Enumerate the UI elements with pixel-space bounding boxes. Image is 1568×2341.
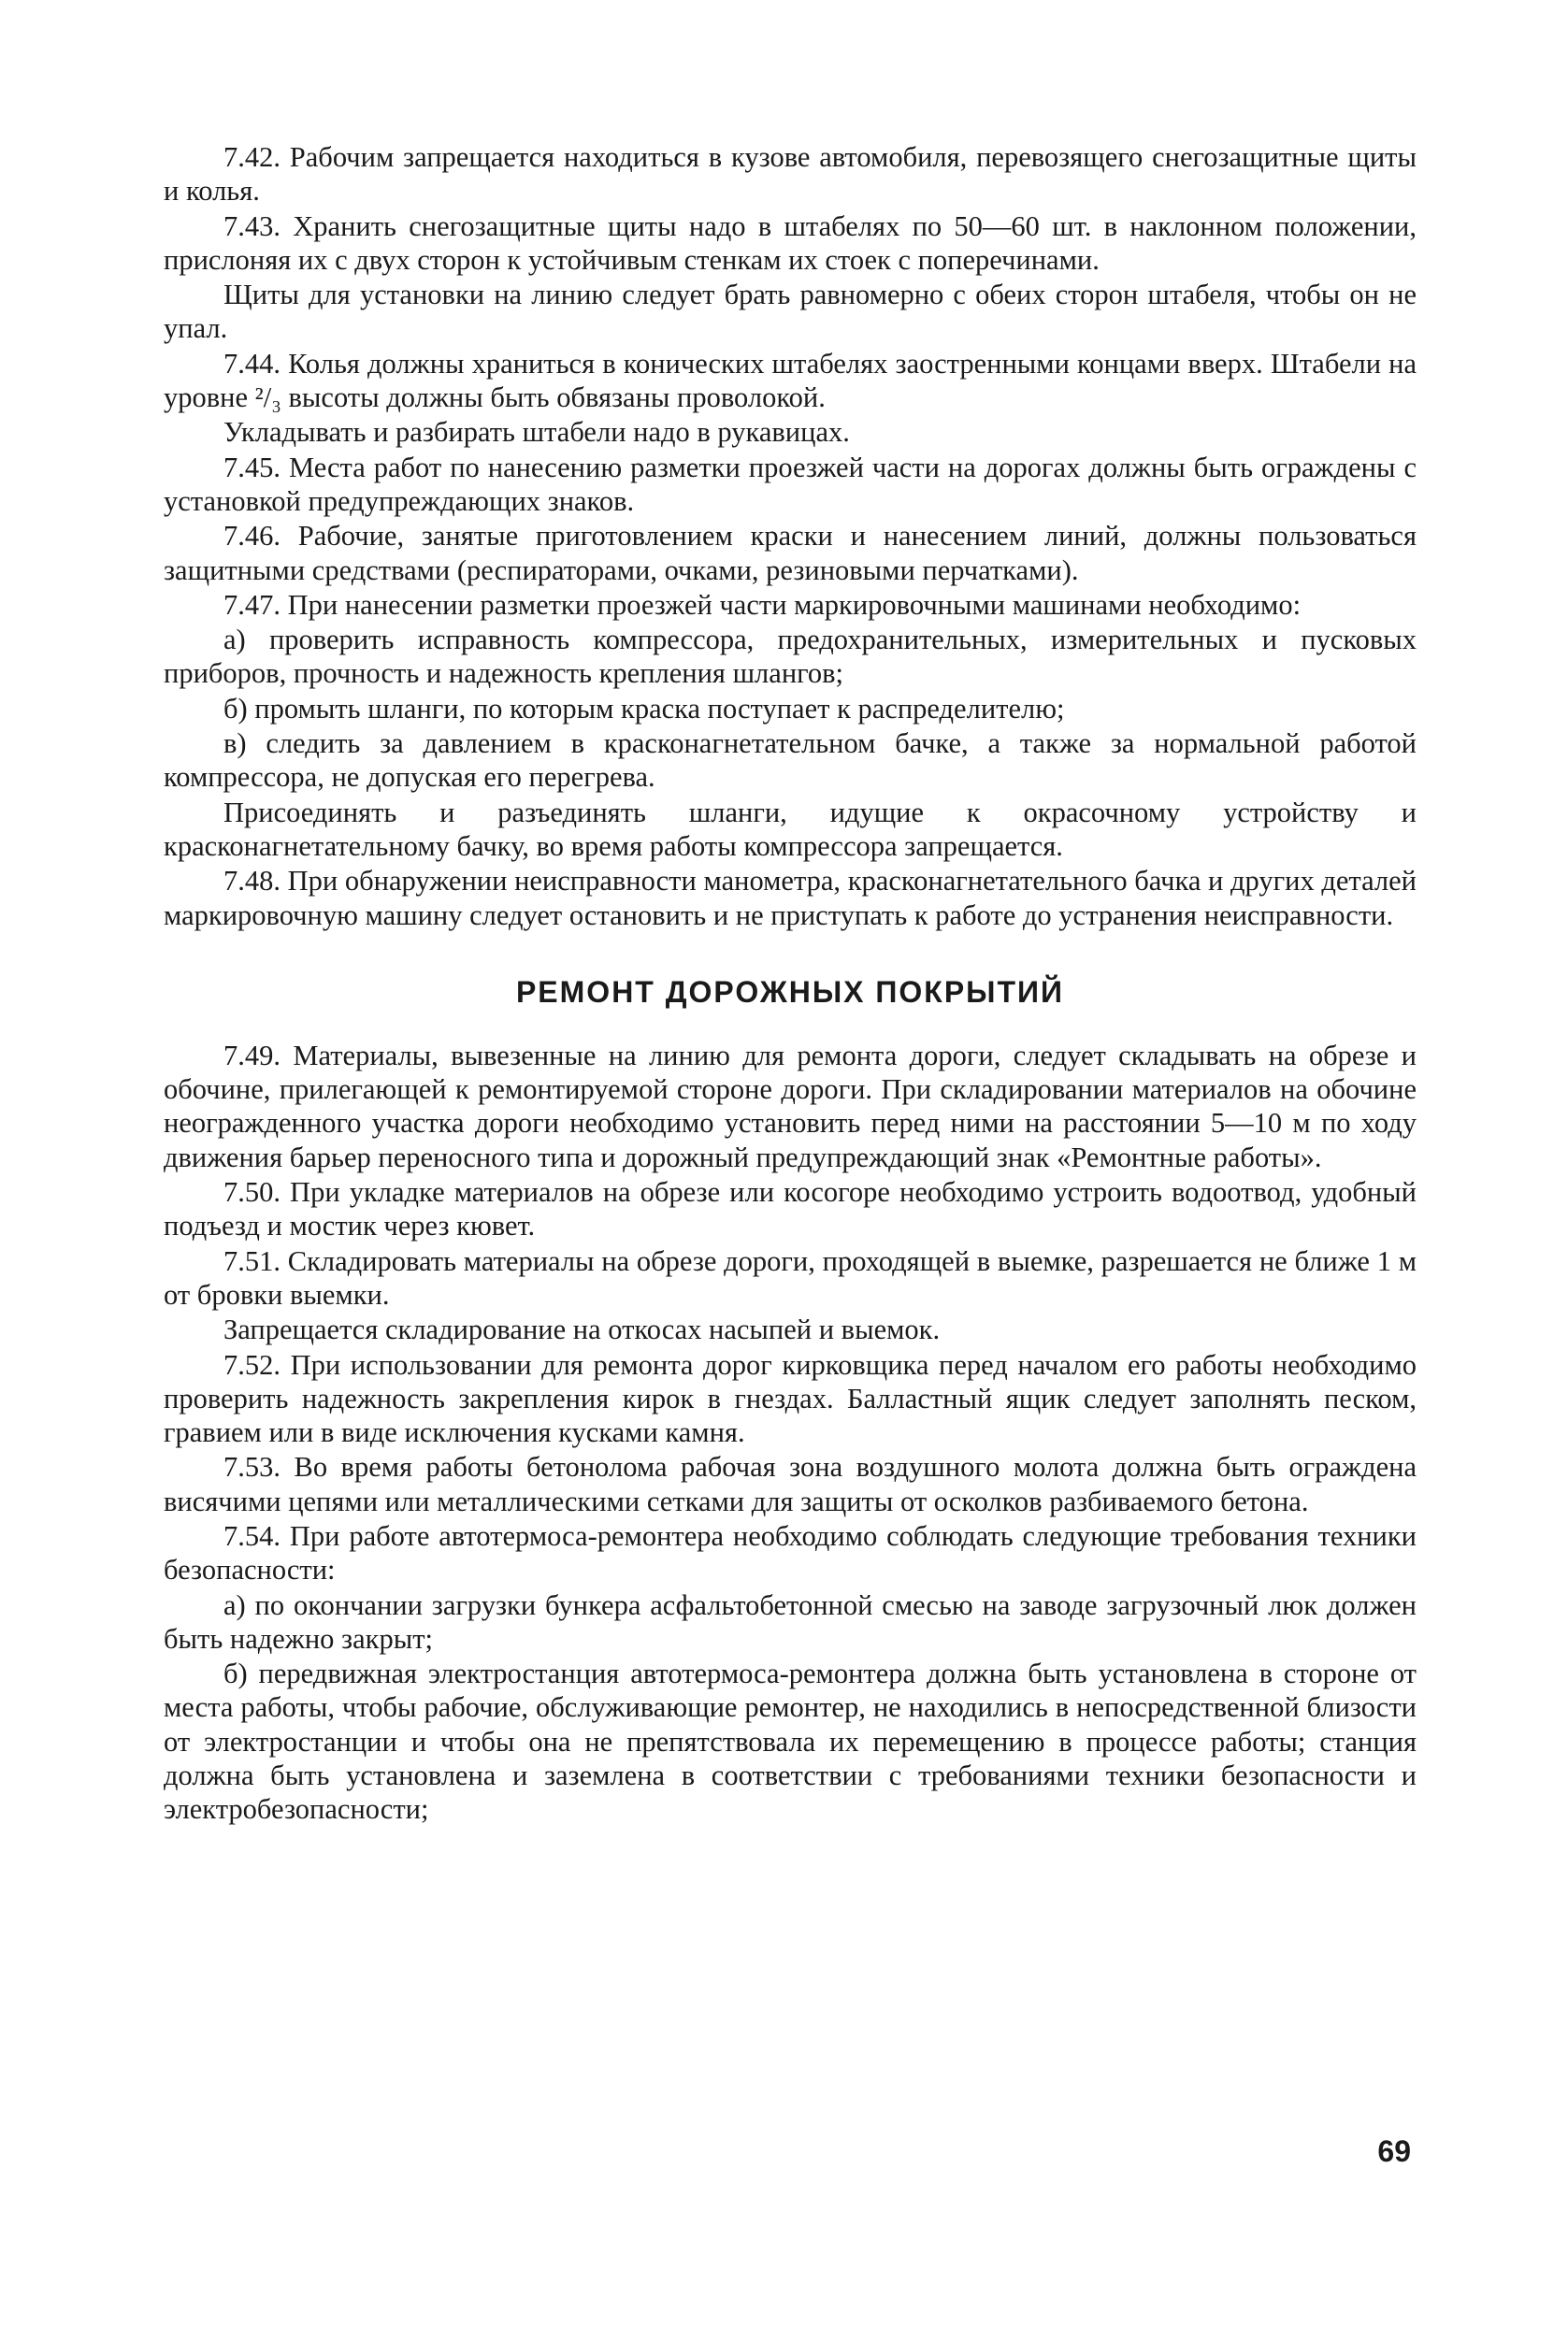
paragraph-7-47: 7.47. При нанесении разметки проезжей части маркировочными машинами необходимо: xyxy=(223,588,1302,621)
page-number: 69 xyxy=(1377,2134,1411,2168)
paragraph-7-48: 7.48. При обнаружении неисправности манометра, красконагнетательного бачка и других деталей маркировочную машину следует остановить и не приступать к работе до устранения неисправности. xyxy=(164,865,1417,931)
paragraph-7-42: 7.42. Рабочим запрещается находиться в кузове автомобиля, перевозящего снегозащитные щиты и колья. xyxy=(164,141,1417,208)
section-heading: РЕМОНТ ДОРОЖНЫХ ПОКРЫТИЙ xyxy=(515,974,1065,1009)
list-item-7-47-a: а) проверить исправность компрессора, предохранительных, измерительных и пусковых приборов, прочность и надежность крепления шлангов; xyxy=(164,624,1417,690)
paragraph-7-52: 7.52. При использовании для ремонта дорог кирковщика перед началом его работы необходимо проверить надежность закрепления кирок в гнездах. Балластный ящик следует заполнять песком, гравием или в виде исключения кусками камня. xyxy=(164,1348,1417,1449)
paragraph-7-51: 7.51. Складировать материалы на обрезе дороги, проходящей в выемке, разрешается не ближе 1 м от бровки выемки. xyxy=(164,1244,1417,1311)
paragraph-7-43: 7.43. Хранить снегозащитные щиты надо в штабелях по 50—60 шт. в наклонном положении, прислоняя их с двух сторон к устойчивым стенкам их стоек с поперечинами. xyxy=(164,209,1417,276)
paragraph-storage-prohibited: Запрещается складирование на откосах насыпей и выемок. xyxy=(223,1314,941,1346)
paragraph-7-46: 7.46. Рабочие, занятые приготовлением краски и нанесением линий, должны пользоваться защитными средствами (респираторами, очками, резиновыми перчатками). xyxy=(164,520,1417,586)
paragraph-7-45: 7.45. Места работ по нанесению разметки проезжей части на дорогах должны быть ограждены с установкой предупреждающих знаков. xyxy=(164,451,1417,517)
paragraph-7-50: 7.50. При укладке материалов на обрезе или косогоре необходимо устроить водоотвод, удобный подъезд и мостик через кювет. xyxy=(164,1176,1417,1242)
list-item-7-54-a: а) по окончании загрузки бункера асфальтобетонной смесью на заводе загрузочный люк должен быть надежно закрыт; xyxy=(164,1588,1417,1655)
paragraph-shields-setup: Щиты для установки на линию следует брать равномерно с обеих сторон штабеля, чтобы он не упал. xyxy=(164,279,1417,345)
paragraph-stack-gloves: Укладывать и разбирать штабели надо в рукавицах. xyxy=(223,416,850,449)
list-item-7-54-b: б) передвижная электростанция автотермоса-ремонтера должна быть установлена в стороне от места работы, чтобы рабочие, обслуживающие ремонтер, не находились в непосредственной близости от электростанции и чтобы она не препятствовала их перемещению в процессе работы; станция должна быть установлена и заземлена в соответствии с требованиями техники безопасности и электробезопасности; xyxy=(164,1658,1417,1826)
list-item-7-47-c: в) следить за давлением в красконагнетательном бачке, а также за нормальной работой компрессора, не допуская его перегрева. xyxy=(164,727,1417,794)
paragraph-7-54: 7.54. При работе автотермоса-ремонтера необходимо соблюдать следующие требования техники безопасности: xyxy=(164,1519,1417,1587)
paragraph-7-53: 7.53. Во время работы бетонолома рабочая зона воздушного молота должна быть ограждена висячими цепями или металлическими сетками для защиты от осколков разбиваемого бетона. xyxy=(164,1451,1417,1517)
paragraph-hoses-connect: Присоединять и разъединять шланги, идущие к окрасочному устройству и красконагнетательному бачку, во время работы компрессора запрещается. xyxy=(164,796,1417,862)
paragraph-7-44: 7.44. Колья должны храниться в конических штабелях заостренными концами вверх. Штабели на уровне ²/₃ высоты должны быть обвязаны проволокой. xyxy=(164,347,1417,414)
page-body xyxy=(164,140,1417,1827)
paragraph-7-49: 7.49. Материалы, вывезенные на линию для ремонта дороги, следует складывать на обрезе и обочине, прилегающей к ремонтируемой стороне дороги. При складировании материалов на обочине неогражденного участка дороги необходимо установить перед ними на расстоянии 5—10 м по ходу движения барьер переносного типа и дорожный предупреждающий знак «Ремонтные работы». xyxy=(164,1039,1417,1173)
list-item-7-47-b: б) промыть шланги, по которым краска поступает к распределителю; xyxy=(223,692,1065,725)
